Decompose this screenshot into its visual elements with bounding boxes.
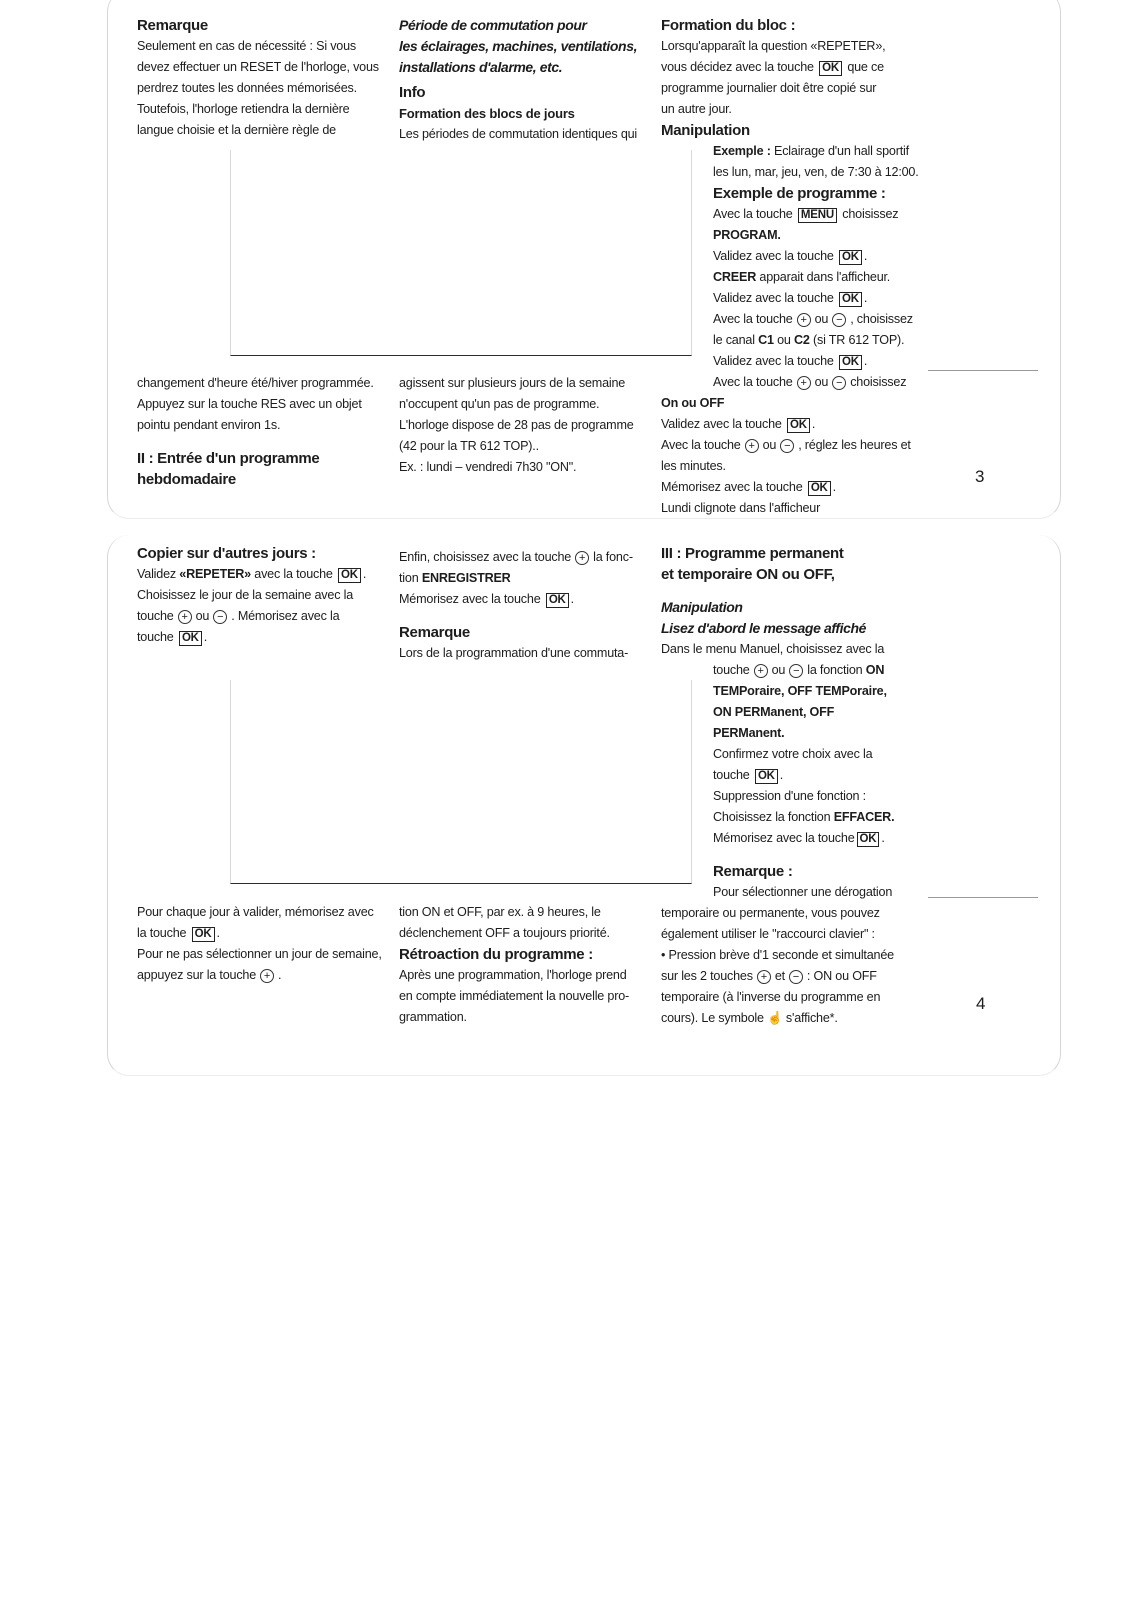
text-line: temporaire ou permanente, vous pouvez	[661, 906, 880, 920]
text-line: Lors de la programmation d'une commuta-	[399, 646, 629, 660]
enregistrer-label: ENREGISTRER	[421, 571, 511, 585]
text-span: . Mémorisez avec la	[231, 609, 340, 623]
text-span: tion	[399, 571, 422, 585]
text-line: grammation.	[399, 1010, 467, 1024]
text-span: la fonction	[807, 663, 866, 677]
plus-key-icon: +	[754, 664, 768, 678]
function-list: TEMPoraire, OFF TEMPoraire,	[713, 684, 887, 698]
text-span: Mémorisez avec la touche	[713, 831, 855, 845]
text-span: choisissez	[842, 207, 899, 221]
minus-key-icon: −	[832, 376, 846, 390]
text-span: Enfin, choisissez avec la touche	[399, 550, 572, 564]
repeter-label: «REPETER»	[179, 567, 251, 581]
text-span: la touche	[137, 926, 187, 940]
ok-key-icon: OK	[338, 568, 361, 583]
page-number: 4	[976, 994, 986, 1013]
plus-key-icon: +	[745, 439, 759, 453]
text-line: les minutes.	[661, 459, 726, 473]
text-span: ou	[762, 438, 777, 452]
function-list: PERManent.	[713, 726, 785, 740]
manipulation-title: Manipulation	[661, 122, 750, 139]
tab-notch	[928, 897, 1038, 898]
text-span: sur les 2 touches	[661, 969, 753, 983]
text-span: Eclairage d'un hall sportif	[770, 144, 909, 158]
text-span: : ON ou OFF	[806, 969, 877, 983]
text-span: ou	[773, 333, 795, 347]
on-off-label: On ou OFF	[661, 396, 725, 410]
tab-notch	[928, 370, 1038, 371]
text-line: tion ON et OFF, par ex. à 9 heures, le	[399, 905, 601, 919]
text-line: langue choisie et la dernière règle de	[137, 123, 336, 137]
creer-label: CREER	[713, 270, 757, 284]
text-span: ou	[814, 312, 829, 326]
text-line: Lorsqu'apparaît la question «REPETER»,	[661, 39, 886, 53]
remarque-title: Remarque :	[713, 863, 793, 880]
text-line: Toutefois, l'horloge retiendra la dernière	[137, 102, 350, 116]
bloc-title: Formation du bloc :	[661, 17, 796, 34]
bottom-right-column: III : Programme permanent et temporaire ON ou OFF, Manipulation Lisez d'abord le message affiché Dans le menu Manuel, choisissez avec la touche + ou − la fonction ON TEMPoraire, OFF TEMPoraire, ON PERManent, OFF PERManent. Confirmez votre choix avec la touche OK . Suppression d'une fonction : Choisissez la fonction EFFACER. Mémorisez avec la touche OK . Remarque : Pour sélectionner une dérogation temporaire ou permanente, vous pouvez également utiliser le "raccourci clavier" : • Pression brève d'1 seconde et simultanée sur les 2 touches + et − : ON ou OFF temporaire (à l'inverse du programme en cours). Le symbole ☝ s'affiche*.	[661, 543, 923, 1029]
section-title: et temporaire ON ou OFF,	[661, 566, 835, 583]
text-span: que ce	[847, 60, 884, 74]
text-span: touche	[137, 630, 174, 644]
text-line: Pour chaque jour à valider, mémorisez avec	[137, 905, 374, 919]
text-span: (si TR 612 TOP).	[809, 333, 905, 347]
text-span: Validez avec la touche	[661, 417, 782, 431]
period-title: Période de commutation pour	[399, 17, 587, 33]
plus-key-icon: +	[757, 970, 771, 984]
text-span: vous décidez avec la touche	[661, 60, 814, 74]
text-span: Choisissez la fonction	[713, 810, 834, 824]
text-span: Avec la touche	[713, 207, 793, 221]
text-span: Validez avec la touche	[713, 249, 834, 263]
section-title: hebdomadaire	[137, 471, 236, 488]
bottom-middle-continued	[399, 902, 649, 1028]
text-span: Validez	[137, 567, 180, 581]
text-line: Lundi clignote dans l'afficheur	[661, 501, 821, 515]
top-middle-column	[399, 15, 649, 145]
text-span: Validez avec la touche	[713, 354, 834, 368]
ok-key-icon: OK	[839, 250, 862, 265]
ok-key-icon: OK	[819, 61, 842, 76]
text-line: déclenchement OFF a toujours priorité.	[399, 926, 610, 940]
text-line: programme journalier doit être copié sur	[661, 81, 877, 95]
effacer-label: EFFACER.	[833, 810, 895, 824]
text-line: Suppression d'une fonction :	[713, 789, 866, 803]
minus-key-icon: −	[780, 439, 794, 453]
ok-key-icon: OK	[857, 832, 880, 847]
ok-key-icon: OK	[179, 631, 202, 646]
text-span: Mémorisez avec la touche	[661, 480, 803, 494]
text-span: appuyez sur la touche	[137, 968, 257, 982]
text-span: s'affiche*.	[785, 1011, 838, 1025]
text-span: le canal	[713, 333, 759, 347]
text-span: touche	[713, 663, 750, 677]
ok-key-icon: OK	[839, 355, 862, 370]
section-title: III : Programme permanent	[661, 545, 844, 562]
text-line: Appuyez sur la touche RES avec un objet	[137, 397, 362, 411]
text-line: n'occupent qu'un pas de programme.	[399, 397, 600, 411]
text-line: Seulement en cas de nécessité : Si vous	[137, 39, 357, 53]
text-line: en compte immédiatement la nouvelle pro-	[399, 989, 630, 1003]
text-span: Validez avec la touche	[713, 291, 834, 305]
text-span: ou	[771, 663, 786, 677]
text-span: Mémorisez avec la touche	[399, 592, 541, 606]
minus-key-icon: −	[789, 970, 803, 984]
text-line: Pour ne pas sélectionner un jour de semaine,	[137, 947, 382, 961]
top-left-continued	[137, 373, 387, 490]
text-span: Avec la touche	[661, 438, 741, 452]
channel-c1: C1	[758, 333, 774, 347]
text-span: touche	[713, 768, 750, 782]
text-line: également utiliser le "raccourci clavier" :	[661, 927, 875, 941]
text-line: Confirmez votre choix avec la	[713, 747, 873, 761]
bottom-left-continued: Pour chaque jour à valider, mémorisez avec la touche OK . Pour ne pas sélectionner un jour de semaine, appuyez sur la touche + .	[137, 902, 387, 986]
minus-key-icon: −	[789, 664, 803, 678]
text-span: et	[774, 969, 785, 983]
ok-key-icon: OK	[839, 292, 862, 307]
program-example-title: Exemple de programme :	[713, 185, 886, 202]
top-middle-continued	[399, 373, 649, 478]
text-line: changement d'heure été/hiver programmée.	[137, 376, 374, 390]
figure-placeholder-bottom	[230, 680, 692, 884]
plus-key-icon: +	[260, 969, 274, 983]
text-line: Pour sélectionner une dérogation	[713, 885, 893, 899]
text-span: la fonc-	[593, 550, 633, 564]
minus-key-icon: −	[213, 610, 227, 624]
top-right-column: Formation du bloc : Lorsqu'apparaît la question «REPETER», vous décidez avec la touche OK que ce programme journalier doit être copié sur un autre jour. Manipulation Exemple : Eclairage d'un hall sportif les lun, mar, jeu, ven, de 7:30 à 12:00. Exemple de programme : Avec la touche MENU choisissez PROGRAM. Validez avec la touche OK . CREER apparait dans l'afficheur. Validez avec la touche OK . Avec la touche + ou − , choisissez le canal C1 ou C2 (si TR 612 TOP). Validez avec la touche OK . Avec la touche + ou − choisissez On ou OFF Validez avec la touche OK . Avec la touche + ou − , réglez les heures et les minutes. Mémorisez avec la touche OK . Lundi clignote dans l'afficheur	[661, 15, 921, 519]
text-line: pointu pendant environ 1s.	[137, 418, 281, 432]
text-span: choisissez	[850, 375, 907, 389]
page-number: 3	[975, 467, 985, 486]
function-list: ON PERManent, OFF	[713, 705, 835, 719]
bottom-left-column: Copier sur d'autres jours : Validez «REPETER» avec la touche OK . Choisissez le jour de la semaine avec la touche + ou − . Mémorisez avec la touche OK .	[137, 543, 387, 648]
remarque-title: Remarque	[137, 17, 208, 34]
channel-c2: C2	[794, 333, 810, 347]
text-line: agissent sur plusieurs jours de la semaine	[399, 376, 626, 390]
text-span: avec la touche	[250, 567, 333, 581]
text-span: apparait dans l'afficheur.	[756, 270, 891, 284]
period-title: les éclairages, machines, ventilations,	[399, 38, 638, 54]
text-line: Ex. : lundi – vendredi 7h30 "ON".	[399, 460, 577, 474]
ok-key-icon: OK	[808, 481, 831, 496]
text-line: devez effectuer un RESET de l'horloge, vous	[137, 60, 379, 74]
plus-key-icon: +	[797, 376, 811, 390]
text-line: Les périodes de commutation identiques qui	[399, 127, 638, 141]
text-line: • Pression brève d'1 seconde et simultanée	[661, 948, 894, 962]
plus-key-icon: +	[178, 610, 192, 624]
text-line: Après une programmation, l'horloge prend	[399, 968, 627, 982]
retroaction-title: Rétroaction du programme :	[399, 946, 593, 963]
plus-key-icon: +	[575, 551, 589, 565]
text-span: Avec la touche	[713, 312, 793, 326]
ok-key-icon: OK	[546, 593, 569, 608]
text-line: les lun, mar, jeu, ven, de 7:30 à 12:00.	[713, 165, 919, 179]
text-line: temporaire (à l'inverse du programme en	[661, 990, 881, 1004]
text-span: ou	[814, 375, 829, 389]
example-label: Exemple :	[713, 144, 771, 158]
text-line: (42 pour la TR 612 TOP)..	[399, 439, 539, 453]
menu-key-icon: MENU	[798, 208, 837, 223]
ok-key-icon: OK	[787, 418, 810, 433]
text-span: , réglez les heures et	[798, 438, 911, 452]
text-line: L'horloge dispose de 28 pas de programme	[399, 418, 634, 432]
text-span: , choisissez	[850, 312, 913, 326]
remarque-title: Remarque	[399, 624, 470, 641]
section-title: II : Entrée d'un programme	[137, 450, 320, 467]
text-line: perdrez toutes les données mémorisées.	[137, 81, 357, 95]
period-title: installations d'alarme, etc.	[399, 59, 563, 75]
text-span: ou	[195, 609, 210, 623]
plus-key-icon: +	[797, 313, 811, 327]
on-label: ON	[865, 663, 885, 677]
minus-key-icon: −	[832, 313, 846, 327]
top-left-column	[137, 15, 387, 141]
text-line	[661, 57, 921, 78]
manipulation-title: Manipulation	[661, 599, 743, 615]
figure-placeholder-top	[230, 150, 692, 356]
text-line: Dans le menu Manuel, choisissez avec la	[661, 642, 885, 656]
ok-key-icon: OK	[755, 769, 778, 784]
text-span: cours). Le symbole	[661, 1011, 768, 1025]
text-line: un autre jour.	[661, 102, 732, 116]
ok-key-icon: OK	[192, 927, 215, 942]
bottom-middle-column: Enfin, choisissez avec la touche + la fonc- tion ENREGISTRER Mémorisez avec la touche OK . Remarque Lors de la programmation d'une commuta-	[399, 547, 649, 664]
program-label: PROGRAM.	[713, 228, 781, 242]
text-span: touche	[137, 609, 174, 623]
lisez-title: Lisez d'abord le message affiché	[661, 620, 867, 636]
text-span: Avec la touche	[713, 375, 793, 389]
hand-icon: ☝	[767, 1011, 783, 1025]
info-title: Info	[399, 84, 426, 101]
text-line: Choisissez le jour de la semaine avec la	[137, 588, 354, 602]
blocs-title: Formation des blocs de jours	[399, 106, 575, 121]
copy-title: Copier sur d'autres jours :	[137, 545, 316, 562]
